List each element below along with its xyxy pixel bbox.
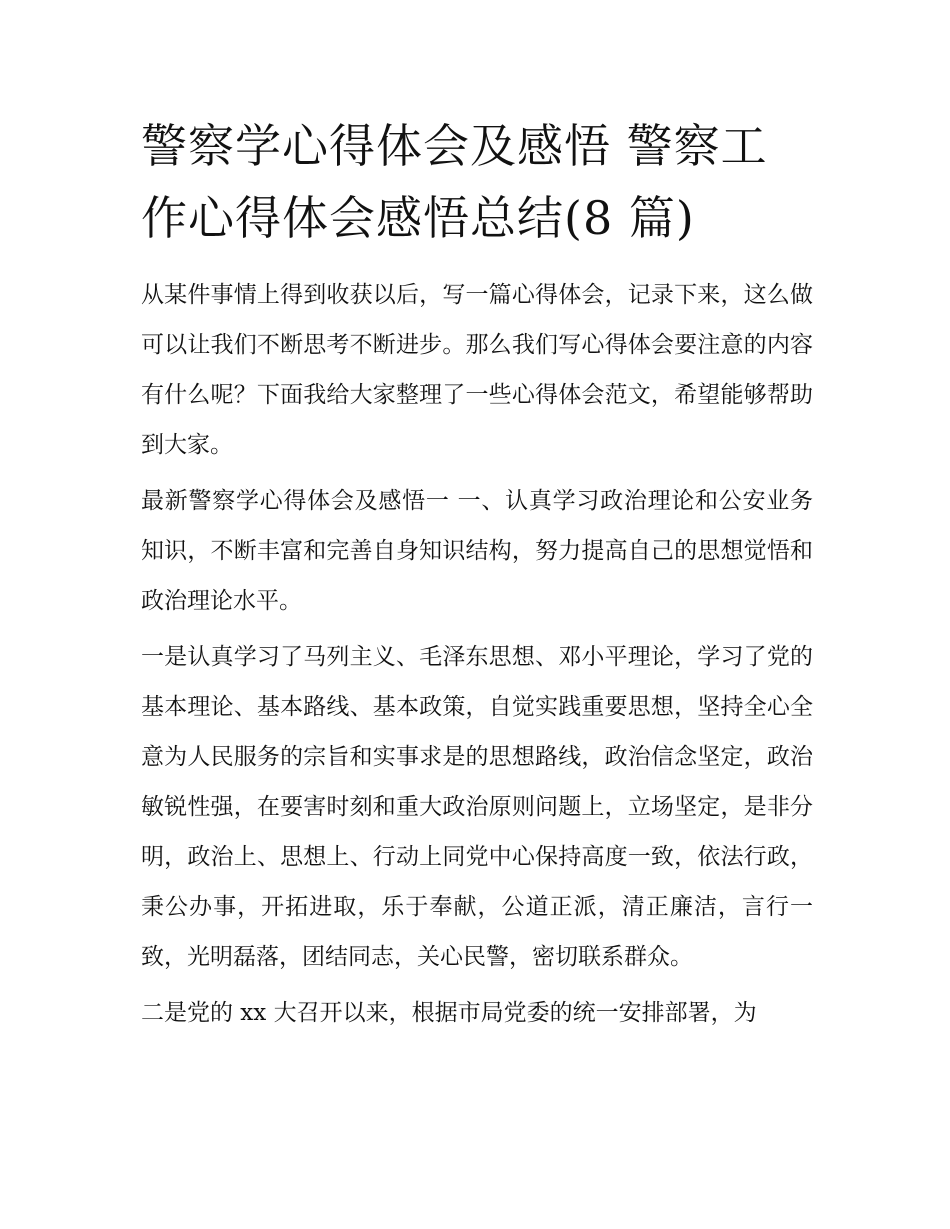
paragraph-point-one: 一是认真学习了马列主义、毛泽东思想、邓小平理论，学习了党的基本理论、基本路线、基本政策，自觉实践重要思想，坚持全心全意为人民服务的宗旨和实事求是的思想路线，政治信念坚定，政治敏锐性强，在要害时刻和重大政治原则问题上，立场坚定，是非分明，政治上、思想上、行动上同党中心保持高度一致，依法行政，秉公办事，开拓进取，乐于奉献，公道正派，清正廉洁，言行一致，光明磊落，团结同志，关心民警，密切联系群众。: [141, 644, 813, 970]
document-page: [141, 110, 813, 1044]
paragraph-point-two: 二是党的 xx 大召开以来，根据市局党委的统一安排部署，为: [141, 1000, 757, 1026]
paragraph-section-one: 最新警察学心得体会及感悟一 一、认真学习政治理论和公安业务知识，不断丰富和完善自身知识结构，努力提高自己的思想觉悟和政治理论水平。: [141, 488, 813, 614]
document-title: 警察学心得体会及感悟 警察工作心得体会感悟总结(8 篇): [141, 119, 768, 245]
paragraph-intro: 从某件事情上得到收获以后，写一篇心得体会，记录下来，这么做可以让我们不断思考不断进步。那么我们写心得体会要注意的内容有什么呢？下面我给大家整理了一些心得体会范文，希望能够帮助到大家。: [141, 282, 813, 458]
